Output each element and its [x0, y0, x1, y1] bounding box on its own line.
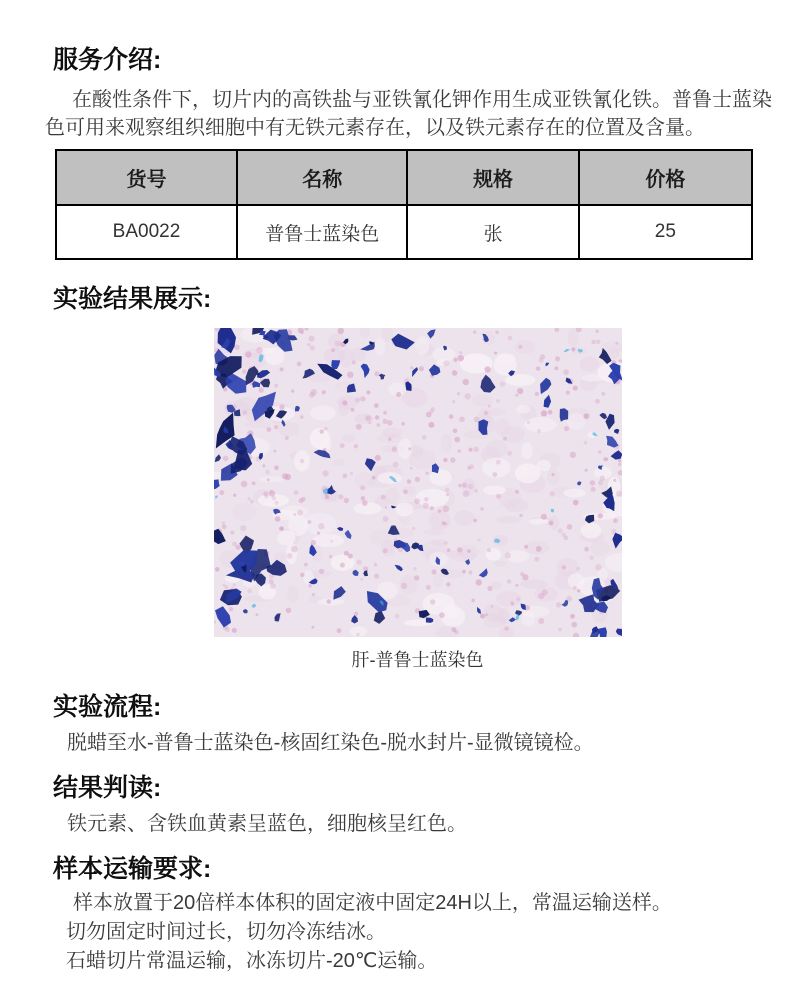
table-cell: 张 — [407, 205, 578, 259]
table-header-cell: 规格 — [407, 150, 578, 205]
image-caption: 肝-普鲁士蓝染色 — [351, 650, 484, 670]
liver-prussian-blue-micrograph-svg — [214, 328, 622, 637]
transport-line: 切勿固定时间过长，切勿冷冻结冰。 — [66, 921, 386, 943]
table-cell: 25 — [579, 205, 752, 259]
product-table — [55, 149, 753, 260]
transport-line: 石蜡切片常温运输，冰冻切片-20℃运输。 — [66, 950, 438, 972]
table-header-row — [56, 150, 752, 205]
interpretation-heading: 结果判读: — [53, 774, 162, 802]
table-header-cell: 货号 — [56, 150, 237, 205]
process-heading: 实验流程: — [53, 693, 162, 721]
interpretation-text: 铁元素、含铁血黄素呈蓝色，细胞核呈红色。 — [67, 813, 467, 835]
table-cell: 普鲁士蓝染色 — [237, 205, 408, 259]
process-text: 脱蜡至水-普鲁士蓝染色-核固红染色-脱水封片-显微镜镜检。 — [67, 732, 594, 754]
transport-line: 样本放置于20倍样本体积的固定液中固定24H以上，常温运输送样。 — [73, 892, 672, 914]
service-intro-heading: 服务介绍: — [53, 46, 162, 74]
table-cell: BA0022 — [56, 205, 237, 259]
transport-requirements — [45, 889, 790, 976]
table-header-cell: 价格 — [579, 150, 752, 205]
service-intro-paragraph: 在酸性条件下，切片内的高铁盐与亚铁氰化钾作用生成亚铁氰化铁。普鲁士蓝染色可用来观察组织细胞中有无铁元素存在，以及铁元素存在的位置及含量。 — [45, 89, 772, 139]
results-heading: 实验结果展示: — [53, 285, 212, 313]
table-header-cell: 名称 — [237, 150, 408, 205]
table-row — [56, 205, 752, 259]
micrograph-image — [214, 328, 622, 637]
transport-heading: 样本运输要求: — [53, 855, 212, 883]
